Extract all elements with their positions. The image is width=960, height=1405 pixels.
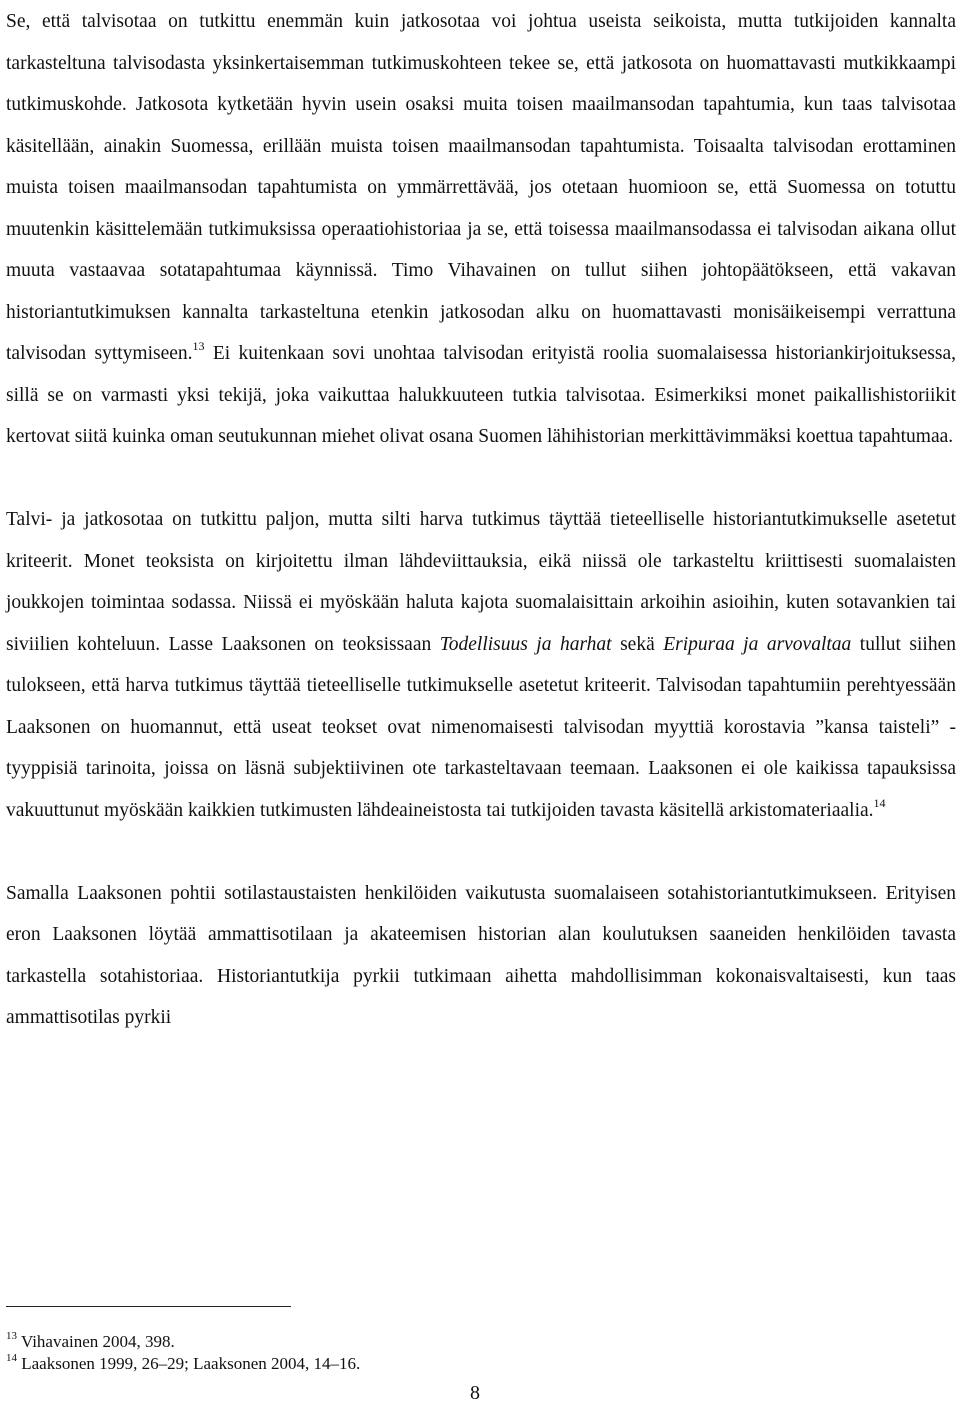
body-paragraph-3 <box>6 873 956 1039</box>
footnote-number: 13 <box>6 1330 17 1342</box>
footnote-separator <box>6 1306 291 1307</box>
footnote-reference: 14 <box>873 795 886 810</box>
paragraph-text: Talvi- ja jatkosotaa on tutkittu paljon, mutta silti harva tutkimus täyttää tieteelliselle historiantutkimukselle asetetut kriteerit. Monet teoksista on kirjoitettu ilman lähdeviittauksia, eikä niissä ole tarkasteltu kriittisesti suomalaisten joukkojen toimintaa sodassa. Niissä ei myöskään haluta kajota suomalaisittain arkoihin asioihin, kuten sotavankien tai siviilien kohteluun. Lasse Laaksonen on teoksissaan <box>6 509 956 655</box>
footnote-text: Vihavainen 2004, 398. <box>17 1332 175 1351</box>
footnote-14 <box>6 1353 906 1375</box>
footnote-number: 14 <box>6 1352 17 1364</box>
paragraph-text: Samalla Laaksonen pohtii sotilastaustaisten henkilöiden vaikutusta suomalaiseen sotahistoriantutkimukseen. Erityisen eron Laaksonen löytää ammattisotilaan ja akateemisen historian alan koulutuksen saaneiden henkilöiden tavasta tarkastella sotahistoriaa. Historiantutkija pyrkii tutkimaan aihetta mahdollisimman kokonaisvaltaisesti, kun taas ammattisotilas pyrkii <box>6 882 956 1028</box>
book-title: Eripuraa ja arvovaltaa <box>663 633 852 655</box>
footnotes <box>6 1331 906 1375</box>
body-paragraph-1 <box>6 1 956 458</box>
paragraph-text: Ei kuitenkaan sovi unohtaa talvisodan erityistä roolia suomalaisessa historiankirjoituksessa, sillä se on varmasti yksi tekijä, joka vaikuttaa halukkuuteen tutkia talvisotaa. Esimerkiksi monet paikallishistoriikit kertovat siitä kuinka oman seutukunnan miehet olivat osana Suomen lähihistorian merkittävimmäksi koettua tapahtumaa. <box>6 343 956 447</box>
footnote-reference: 13 <box>192 339 205 353</box>
book-title: Todellisuus ja harhat <box>439 633 612 655</box>
document-page <box>6 0 956 1039</box>
paragraph-text: Se, että talvisotaa on tutkittu enemmän kuin jatkosotaa voi johtua useista seikoista, mutta tutkijoiden kannalta tarkasteltuna talvisodasta yksinkertaisemman tutkimuskohteen tekee se, että jatkosota on huomattavasti mutkikkaampi tutkimuskohde. Jatkosota kytketään hyvin usein osaksi muita toisen maailmansodan tapahtumia, kun taas talvisotaa käsitellään, ainakin Suomessa, erillään muista toisen maailmansodan tapahtumista. Toisaalta talvisodan erottaminen muista toisen maailmansodan tapahtumista on ymmärrettävää, jos otetaan huomioon se, että Suomessa on totuttu muutenkin käsittelemään tutkimuksissa operaatiohistoriaa ja se, että toisessa maailmansodassa ei talvisodan aikana ollut muuta vastaavaa sotatapahtumaa käynnissä. Timo Vihavainen on tullut siihen johtopäätökseen, että vakavan historiantutkimuksen kannalta tarkasteltuna etenkin jatkosodan alku on huomattavasti monisäikeisempi verrattuna talvisodan syttymiseen. <box>6 11 956 364</box>
paragraph-text: tullut siihen tulokseen, että harva tutkimus täyttää tieteelliselle tutkimukselle asetetut kriteerit. Talvisodan tapahtumiin perehtyessään Laaksonen on huomannut, että useat teokset ovat nimenomaisesti talvisodan myyttiä korostavia ”kansa taisteli” -tyyppisiä tarinoita, joissa on läsnä subjektiivinen ote tarkasteltavaan teemaan. Laaksonen ei ole kaikissa tapauksissa vakuuttunut myöskään kaikkien tutkimusten lähdeaineistosta tai tutkijoiden tavasta käsitellä arkistomateriaalia. <box>6 633 956 821</box>
body-paragraph-2 <box>6 499 956 831</box>
footnote-text: Laaksonen 1999, 26–29; Laaksonen 2004, 14–16. <box>17 1354 361 1373</box>
footnote-13 <box>6 1331 906 1353</box>
paragraph-text: sekä <box>611 633 664 655</box>
page-number: 8 <box>470 1382 480 1404</box>
